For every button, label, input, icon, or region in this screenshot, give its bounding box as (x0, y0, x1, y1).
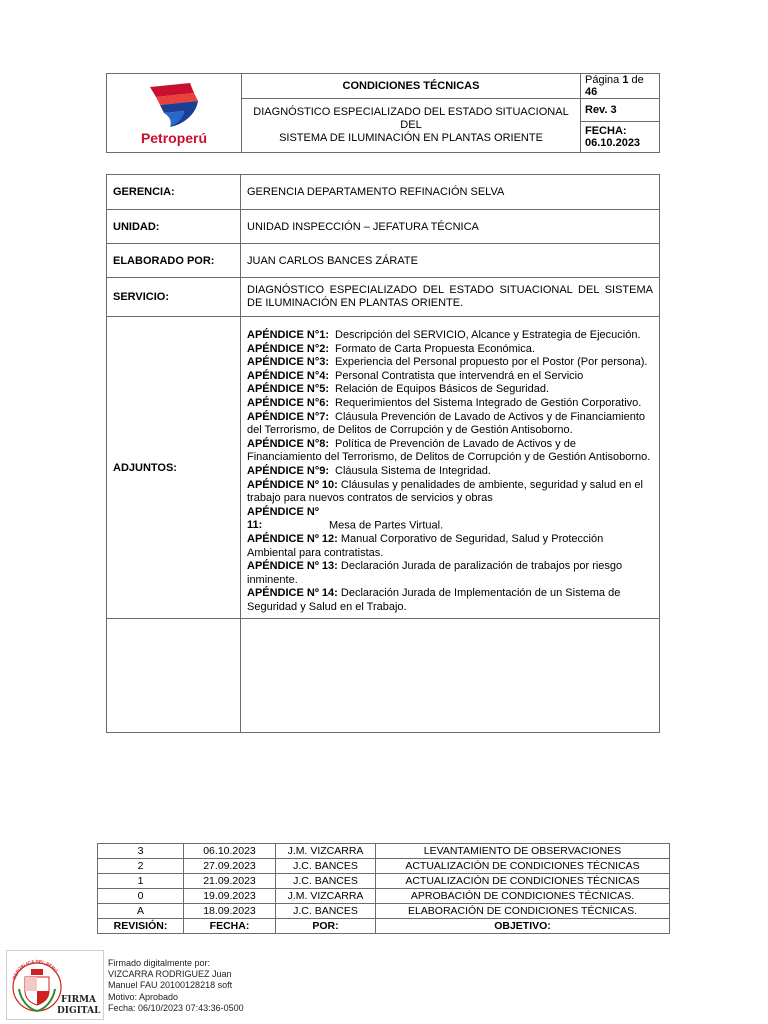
appendix-text: Manual Corporativo de Seguridad, Salud y Protección Ambiental para contratistas. (247, 532, 604, 559)
date-cell: 21.09.2023 (184, 874, 276, 889)
by-cell: J.C. BANCES (276, 904, 376, 919)
appendix-key: APÉNDICE Nº 14: (247, 587, 338, 600)
appendix-text: Requerimientos del Sistema Integrado de Gestión Corporativo. (335, 396, 642, 409)
servicio-value: DIAGNÓSTICO ESPECIALIZADO DEL ESTADO SITUACIONAL DEL SISTEMA DE ILUMINACIÓN EN PLANTAS ORIENTE. (241, 278, 660, 317)
appendix-key: APÉNDICE N°2: (247, 342, 330, 355)
appendix-item (247, 438, 653, 465)
appendix-text: Descripción del SERVICIO, Alcance y Estrategia de Ejecución. (335, 329, 641, 341)
objective-cell: APROBACIÓN DE CONDICIONES TÉCNICAS. (376, 889, 670, 904)
seal-top-text: REPÚBLICA DEL PERÚ (11, 958, 59, 980)
header-objetivo: OBJETIVO: (376, 919, 670, 934)
fecha-label: FECHA: (585, 125, 627, 137)
objective-cell: ACTUALIZACIÓN DE CONDICIONES TÉCNICAS (376, 874, 670, 889)
table-header-row (98, 919, 670, 934)
date-cell: 18.09.2023 (184, 904, 276, 919)
empty-label-cell (107, 619, 241, 733)
objective-cell: LEVANTAMIENTO DE OBSERVACIONES (376, 844, 670, 859)
table-row (98, 874, 670, 889)
fecha-value: 06.10.2023 (585, 137, 641, 149)
date-cell: 27.09.2023 (184, 859, 276, 874)
table-row (98, 889, 670, 904)
appendix-item (247, 370, 653, 384)
appendix-key: APÉNDICE Nº 10: (247, 478, 338, 491)
rev-cell: 1 (98, 874, 184, 889)
elaborado-label: ELABORADO POR: (107, 244, 241, 278)
signature-details (108, 958, 244, 1014)
unidad-value: UNIDAD INSPECCIÓN – JEFATURA TÉCNICA (241, 210, 660, 244)
rev-cell: 3 (98, 844, 184, 859)
appendix-key: APÉNDICE N°8: (247, 437, 330, 450)
appendix-item (247, 343, 653, 357)
seal-label-2: DIGITAL (57, 1006, 101, 1016)
appendix-key: APÉNDICE Nº 13: (247, 560, 338, 573)
objective-cell: ACTUALIZACIÓN DE CONDICIONES TÉCNICAS (376, 859, 670, 874)
page-prefix: Página (585, 74, 623, 86)
digital-signature-seal (6, 950, 104, 1020)
table-row (98, 904, 670, 919)
petroperu-logo-icon (146, 81, 202, 129)
appendix-key: APÉNDICE N°7: (247, 410, 330, 423)
revision-number: Rev. 3 (581, 99, 660, 122)
seal-label-1: FIRMA (61, 995, 97, 1005)
appendix-key: APÉNDICE N°3: (247, 356, 330, 369)
appendix-text: Declaración Jurada de Implementación de un Sistema de Seguridad y Salud en el Trabajo. (247, 587, 621, 613)
logo-text: Petroperú (140, 129, 208, 146)
appendix-item (247, 533, 653, 560)
doc-title-line2: SISTEMA DE ILUMINACIÓN EN PLANTAS ORIENTE (279, 132, 543, 144)
appendix-text: Mesa de Partes Virtual. (329, 519, 444, 532)
appendix-text: Cláusula Prevención de Lavado de Activos y de Financiamiento del Terrorismo, de Delitos de Corrupción y de Gestión Antisoborno. (247, 410, 646, 437)
objective-cell: ELABORACIÓN DE CONDICIONES TÉCNICAS. (376, 904, 670, 919)
appendix-key: APÉNDICE N°4: (247, 369, 330, 382)
revision-table (97, 843, 670, 934)
appendix-text: Experiencia del Personal propuesto por el Postor (Por persona). (335, 356, 648, 369)
doc-type: CONDICIONES TÉCNICAS (242, 74, 581, 99)
date-cell: 19.09.2023 (184, 889, 276, 904)
rev-cell: 0 (98, 889, 184, 904)
appendix-text: Cláusulas y penalidades de ambiente, seguridad y salud en el trabajo para nuevos contratos de servicios y obras (247, 478, 643, 505)
appendix-key: APÉNDICE Nº 12: (247, 532, 338, 545)
appendix-item (247, 383, 653, 397)
empty-value-cell (241, 619, 660, 733)
rev-cell: A (98, 904, 184, 919)
by-cell: J.M. VIZCARRA (276, 844, 376, 859)
fecha-cell (581, 122, 660, 153)
appendix-text: Formato de Carta Propuesta Económica. (335, 342, 535, 355)
doc-title (242, 99, 581, 153)
appendix-item (247, 397, 653, 411)
appendix-key: APÉNDICE N°5: (247, 383, 330, 396)
sig-line-5: Fecha: 06/10/2023 07:43:36-0500 (108, 1002, 244, 1013)
rev-cell: 2 (98, 859, 184, 874)
sig-line-2: VIZCARRA RODRIGUEZ Juan (108, 969, 232, 980)
adjuntos-label: ADJUNTOS: (107, 317, 241, 619)
appendix-text: Personal Contratista que intervendrá en el Servicio (335, 369, 584, 382)
date-cell: 06.10.2023 (184, 844, 276, 859)
logo-cell (107, 74, 242, 153)
header-por: POR: (276, 919, 376, 934)
doc-title-line1: DIAGNÓSTICO ESPECIALIZADO DEL ESTADO SITUACIONAL DEL (253, 106, 569, 131)
appendix-text: Relación de Equipos Básicos de Seguridad. (335, 383, 550, 396)
page-num: 1 (622, 74, 629, 86)
page-of: de (628, 74, 644, 86)
appendix-text: Política de Prevención de Lavado de Activos y de Financiamiento del Terrorismo, de Delitos de Corrupción y de Gestión Antisoborno. (247, 437, 651, 464)
appendix-item (247, 411, 653, 438)
appendix-item (247, 506, 653, 533)
appendix-item (247, 465, 653, 479)
page-info (581, 74, 660, 99)
appendix-key: APÉNDICE N°1: (247, 329, 330, 341)
table-row (98, 844, 670, 859)
appendix-key: APÉNDICE Nº 11: (247, 505, 319, 532)
by-cell: J.M. VIZCARRA (276, 889, 376, 904)
by-cell: J.C. BANCES (276, 874, 376, 889)
peru-coat-of-arms-icon (7, 951, 103, 1019)
header-fecha: FECHA: (184, 919, 276, 934)
header-revision: REVISIÓN: (98, 919, 184, 934)
elaborado-value: JUAN CARLOS BANCES ZÁRATE (241, 244, 660, 278)
appendix-key: APÉNDICE N°9: (247, 464, 330, 477)
table-row (98, 859, 670, 874)
appendix-item (247, 329, 653, 343)
appendix-item (247, 356, 653, 370)
unidad-label: UNIDAD: (107, 210, 241, 244)
document-header (106, 73, 660, 153)
appendix-list (241, 317, 660, 619)
appendix-text: Cláusula Sistema de Integridad. (335, 464, 491, 477)
by-cell: J.C. BANCES (276, 859, 376, 874)
appendix-key: APÉNDICE N°6: (247, 396, 330, 409)
info-table (106, 174, 660, 733)
gerencia-label: GERENCIA: (107, 175, 241, 210)
sig-line-4: Motivo: Aprobado (108, 991, 179, 1002)
sig-line-3: Manuel FAU 20100128218 soft (108, 980, 233, 991)
page-total: 46 (585, 86, 598, 98)
appendix-item (247, 479, 653, 506)
appendix-item (247, 587, 653, 614)
appendix-text: Declaración Jurada de paralización de trabajos por riesgo inminente. (247, 560, 623, 586)
appendix-item (247, 560, 653, 587)
gerencia-value: GERENCIA DEPARTAMENTO REFINACIÓN SELVA (241, 175, 660, 210)
sig-line-1: Firmado digitalmente por: (108, 958, 211, 968)
servicio-label: SERVICIO: (107, 278, 241, 317)
